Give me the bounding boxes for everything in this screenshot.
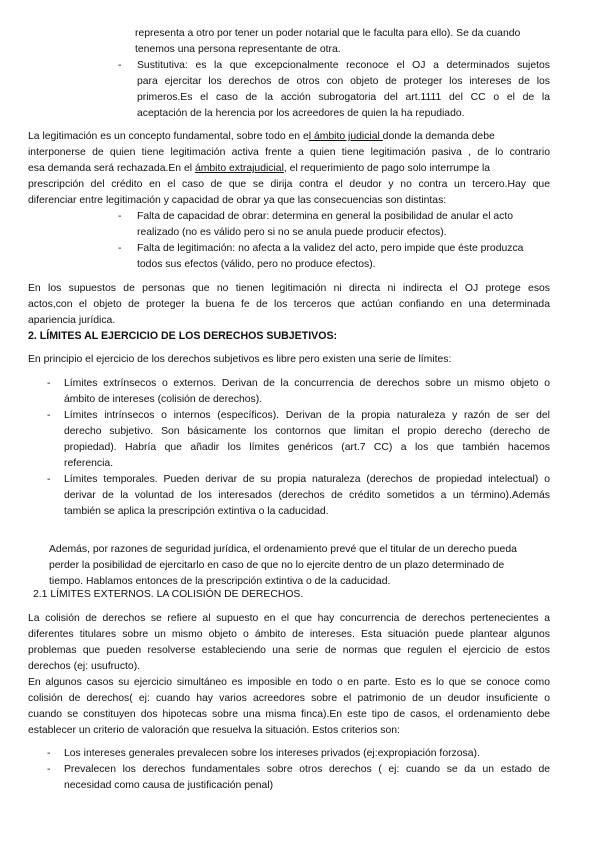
text-line: perder la posibilidad de ejercitarlo en caso de que no lo ejercite dentro de un plazo determinado de [49,560,505,571]
text-run: La legitimación es un concepto fundamental, sobre todo en e [28,131,309,142]
text-line: establecer un criterio de valoración que resuelva la situación. Estos criterios son: [28,725,400,736]
text-line: Límites intrínsecos o internos (específicos). Derivan de la propia naturaleza y razón de ser del [64,410,550,421]
bullet-dash: - [47,764,51,775]
text-line: derecho subjetivo. Son básicamente los contornos que limitan el propio derecho (derecho de [64,426,550,437]
text-line: Falta de capacidad de obrar: determina en general la posibilidad de anular el acto [137,211,514,222]
text-line: todos sus efectos (válido, pero no produce efectos). [137,259,376,270]
text-run: , el requerimiento de pago solo interrumpe la [283,163,491,174]
text-line: aceptación de la herencia por los acreedores de quien la ha repudiado. [137,108,465,119]
underlined-term: l ámbito judicial [308,131,383,142]
bullet-dash: - [47,474,51,485]
text-line: interponerse de quien tiene legitimación activa frente a quien tiene legitimación pasiva , de lo contrario [28,147,550,158]
text-line: necesidad como causa de justificación penal) [64,780,274,791]
text-line: Además, por razones de seguridad jurídica, el ordenamiento prevé que el titular de un derecho pueda [49,544,517,555]
text-line: derivar de la voluntad de los interesados (derechos de crédito sometidos a un término).Además [64,490,550,501]
text-line: ámbito de intereses (colisión de derechos). [64,394,263,405]
text-line: realizado (no es válido pero si no se anula puede producir efectos). [137,227,447,238]
text-line [28,161,490,177]
text-line: Límites temporales. Pueden derivar de su propia naturaleza (derechos de propiedad intelectual) o [64,474,550,485]
text-line: tenemos una persona representante de otra. [135,44,341,55]
text-line: En algunos casos su ejercicio simultáneo es imposible en todo o en parte. Esto es lo que se conoce como [28,677,550,688]
bullet-dash: - [47,410,51,421]
text-line: La colisión de derechos se refiere al supuesto en el que hay concurrencia de derechos pertenecientes a [28,613,550,624]
bullet-dash: - [47,748,51,759]
text-line: apariencia jurídica. [28,315,116,326]
text-line: para ejercitar los derechos de otros con objeto de proteger los intereses de los [137,76,550,87]
text-line: problemas que pueden resolverse estableciendo una serie de normas que regulen el ejercicio de estos [28,645,550,656]
text-line [28,129,495,145]
text-line: derechos (ej: usufructo). [28,661,141,672]
text-line: también se aplica la prescripción extintiva o la caducidad. [64,506,329,517]
text-line: Sustitutiva: es la que excepcionalmente reconoce el OJ a determinados sujetos [137,60,550,71]
text-line: Límites extrínsecos o externos. Derivan de la concurrencia de derechos sobre un mismo objeto o [64,378,550,389]
underlined-term: ámbito extrajudicial [194,163,284,174]
text-run: esa demanda será rechazada.En el [28,163,195,174]
text-line: representa a otro por tener un poder notarial que le faculta para ello). Se da cuando [135,28,521,39]
text-line: cuando se constituyen dos hipotecas sobre una misma finca).En este tipo de casos, el ordenamiento debe [28,709,550,720]
text-line: En principio el ejercicio de los derechos subjetivos es libre pero existen una serie de límites: [28,354,452,365]
text-line: tiempo. Hablamos entonces de la prescripción extintiva o de la caducidad. [49,576,391,587]
text-line: primeros.Es el caso de la acción subrogatoria del art.1111 del CC o el de la [137,92,550,103]
text-line: referencia. [64,458,114,469]
text-line: colisión de derechos( ej: cuando hay varios acreedores sobre el patrimonio de un deudor insuficiente o [28,693,550,704]
section-heading: 2. LÍMITES AL EJERCICIO DE LOS DERECHOS SUBJETIVOS: [28,330,338,342]
bullet-dash: - [118,243,122,254]
bullet-dash: - [47,378,51,389]
text-line: prescripción del crédito en el caso de que se dirija contra el deudor y no contra un tercero.Hay que [28,179,550,190]
text-line: diferentes titulares sobre un mismo objeto o ámbito de intereses. Esta situación puede plantear algunos [28,629,550,640]
text-line: Prevalecen los derechos fundamentales sobre otros derechos ( ej: cuando se da un estado de [64,764,550,775]
bullet-dash: - [118,211,122,222]
text-line: Los intereses generales prevalecen sobre los intereses privados (ej:expropiación forzosa). [64,748,480,759]
text-line: Falta de legitimación: no afecta a la validez del acto, pero impide que éste produzca [137,243,524,254]
text-line: actos,con el objeto de proteger la buena fe de los terceros que actúan confiando en una determinada [28,299,550,310]
text-line: diferenciar entre legitimación y capacidad de obrar ya que las consecuencias son distintas: [28,195,447,206]
subsection-heading: 2.1 LÍMITES EXTERNOS. LA COLISIÓN DE DERECHOS. [33,589,304,600]
text-line: propiedad). Habría que añadir los límites genéricos (art.7 CC) a los que también hacemos [64,442,550,453]
text-run: donde la demanda debe [382,131,495,142]
text-line: En los supuestos de personas que no tienen legitimación ni directa ni indirecta el OJ protege esos [28,283,550,294]
bullet-dash: - [118,60,122,71]
